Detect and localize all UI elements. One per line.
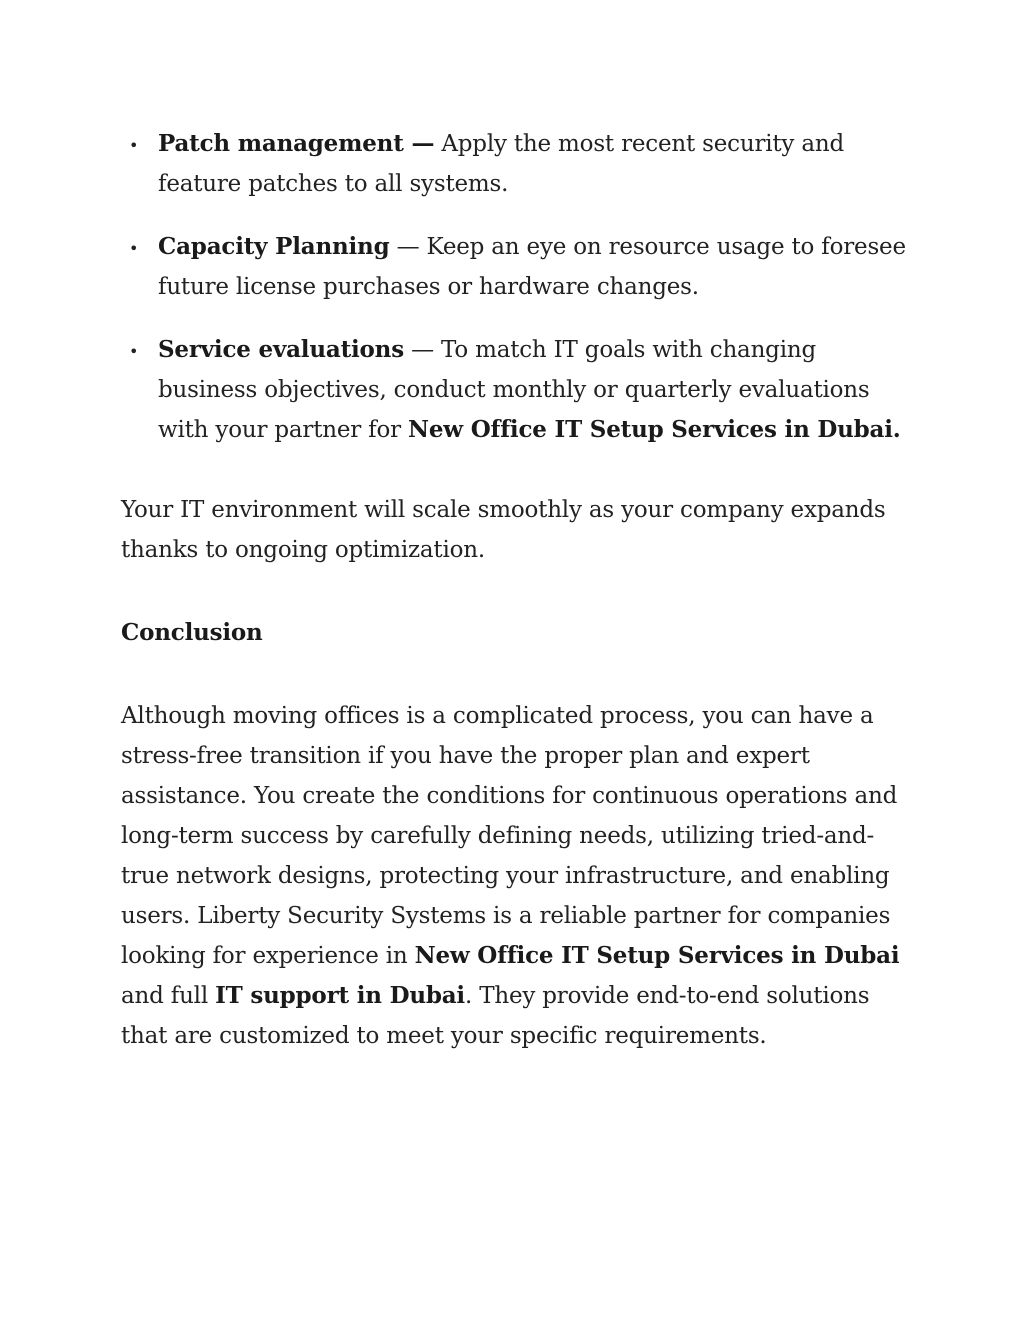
bullet-text: — Keep an eye on resource usage to foresee future license purchases or hardware changes. [158, 234, 906, 300]
conclusion-paragraph [121, 696, 911, 1056]
list-item [121, 330, 911, 450]
bullet-strong-tail: New Office IT Setup Services in Dubai. [408, 416, 901, 443]
paragraph-strong: IT support in Dubai [215, 982, 465, 1009]
bullet-term: Capacity Planning [158, 233, 390, 260]
bullet-icon: • [129, 136, 139, 155]
bullet-icon: • [129, 342, 139, 361]
section-heading: Conclusion [121, 619, 263, 646]
bullet-term: Service evaluations [158, 336, 404, 363]
document-page [121, 124, 911, 1056]
bullet-text: Apply the most recent security and feature patches to all systems. [158, 131, 844, 197]
paragraph-text: Although moving offices is a complicated process, you can have a stress-free transition if you have the proper plan and expert assistance. You create the conditions for continuous operations and long-term success by carefully defining needs, utilizing tried-and-true network designs, protecting your infrastructure, and enabling users. Liberty Security Systems is a reliable partner for companies looking for experience in [121, 703, 898, 969]
list-item [121, 124, 911, 204]
bullet-list [121, 124, 911, 450]
paragraph-text: and full [121, 983, 216, 1009]
bullet-text: — To match IT goals with changing business objectives, conduct monthly or quarterly evaluations with your partner for [158, 337, 870, 443]
bullet-icon: • [129, 239, 139, 258]
paragraph-text: . They provide end-to-end solutions that are customized to meet your specific requirements. [121, 983, 870, 1049]
paragraph-strong: New Office IT Setup Services in Dubai [414, 942, 900, 969]
list-item [121, 227, 911, 307]
bullet-term: Patch management — [158, 130, 435, 157]
body-paragraph: Your IT environment will scale smoothly as your company expands thanks to ongoing optimization. [121, 497, 886, 563]
